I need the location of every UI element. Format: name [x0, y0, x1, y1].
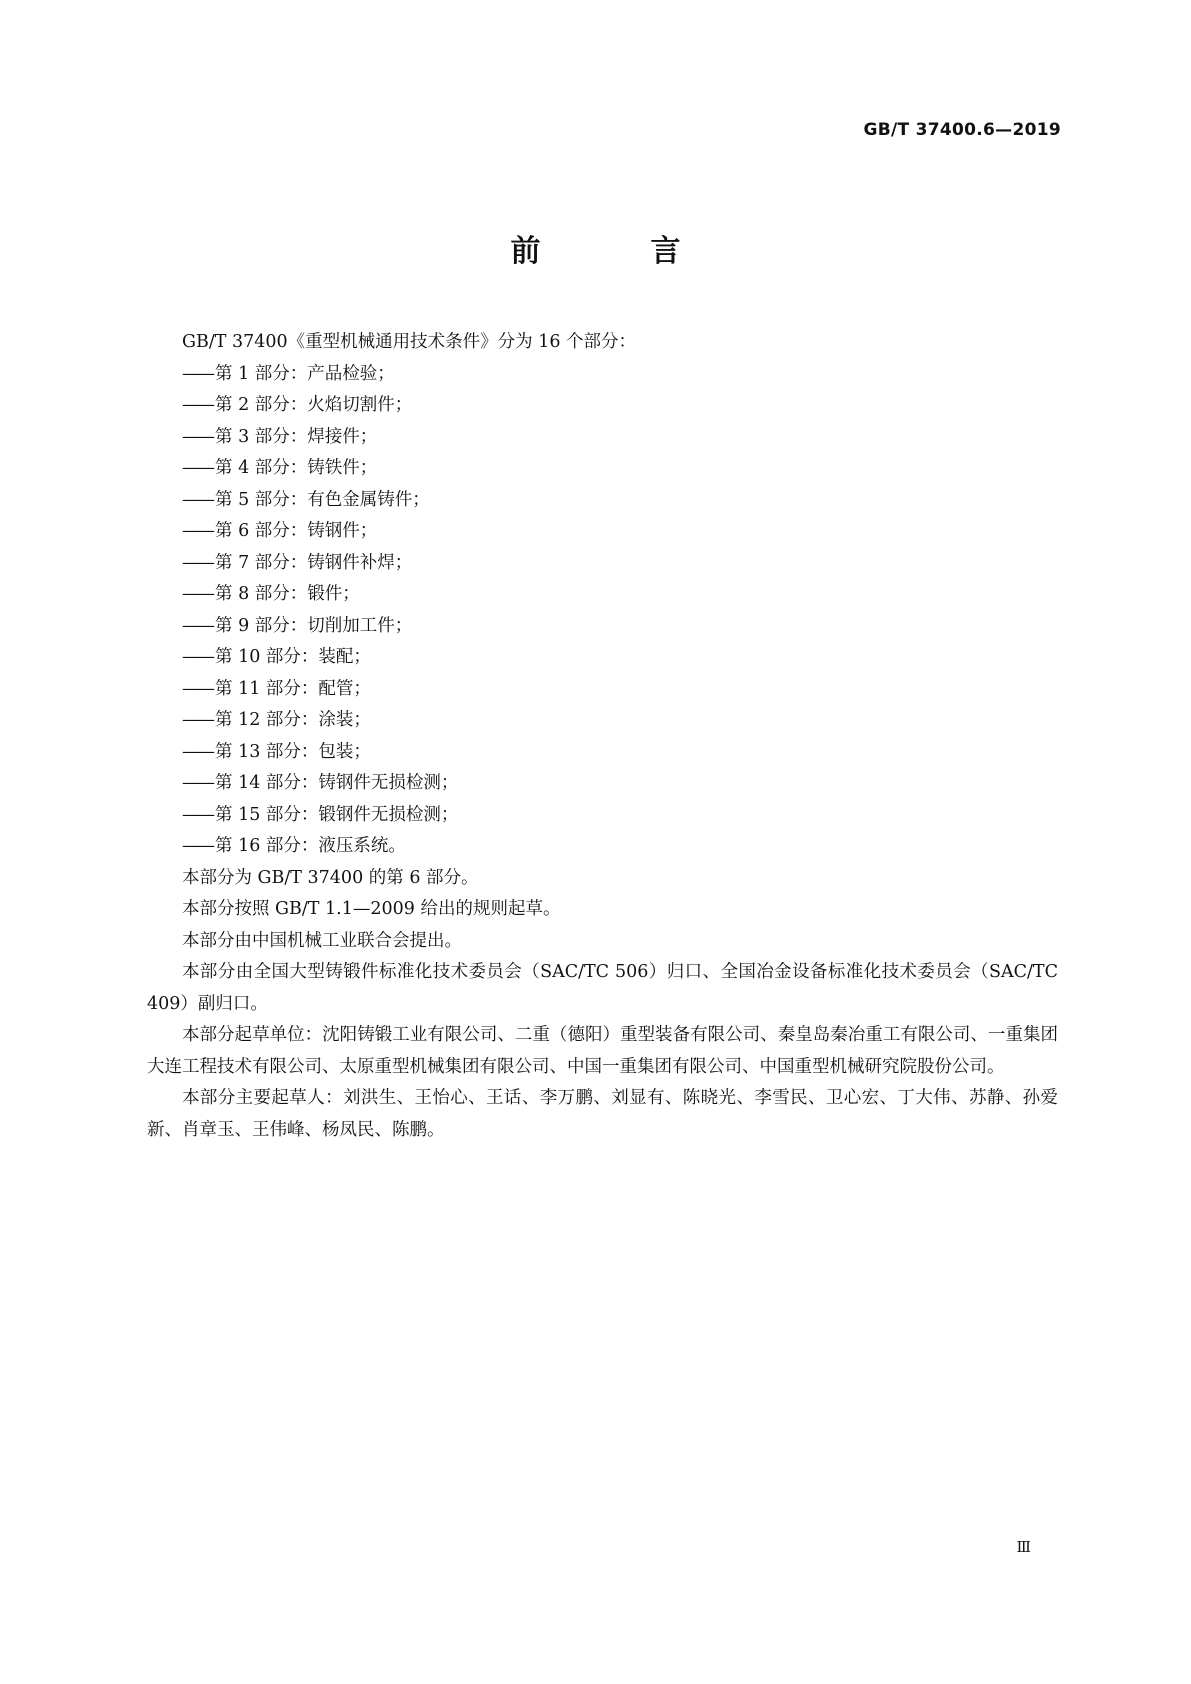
list-dash: ——	[182, 363, 213, 384]
list-item	[147, 516, 1058, 548]
main-drafters: 本部分主要起草人：刘洪生、王怡心、王话、李万鹏、刘显有、陈晓光、李雪民、卫心宏、丁大伟、苏静、孙爱新、肖章玉、王伟峰、杨凤民、陈鹏。	[147, 1088, 1058, 1140]
list-dash: ——	[182, 710, 213, 730]
drafting-organizations: 本部分起草单位：沈阳铸锻工业有限公司、二重（德阳）重型装备有限公司、秦皇岛秦冶重工有限公司、一重集团大连工程技术有限公司、太原重型机械集团有限公司、中国一重集团有限公司、中国重型机械研究院股份公司。	[147, 1025, 1058, 1077]
list-item-text: 第 15 部分：锻钢件无损检测；	[215, 804, 459, 825]
list-dash: ——	[182, 458, 213, 478]
list-item	[147, 705, 1058, 737]
list-dash: ——	[182, 584, 213, 604]
list-item	[147, 611, 1058, 643]
list-dash: ——	[182, 521, 213, 541]
list-item-text: 第 3 部分：焊接件；	[215, 426, 378, 447]
list-item-text: 第 13 部分：包装；	[215, 741, 371, 762]
list-item-text: 第 11 部分：配管；	[215, 678, 371, 699]
drafting-rules: 本部分按照 GB/T 1.1—2009 给出的规则起草。	[182, 899, 561, 919]
document-body	[147, 327, 1058, 1146]
list-item	[147, 390, 1058, 422]
list-item	[147, 642, 1058, 674]
list-item-text: 第 7 部分：铸钢件补焊；	[215, 552, 413, 573]
list-item	[147, 831, 1058, 863]
list-item-text: 第 5 部分：有色金属铸件；	[215, 489, 430, 510]
list-item-text: 第 2 部分：火焰切割件；	[215, 395, 413, 415]
technical-committee: 本部分由全国大型铸锻件标准化技术委员会（SAC/TC 506）归口、全国冶金设备标准化技术委员会（SAC/TC 409）副归口。	[147, 962, 1058, 1014]
proposer: 本部分由中国机械工业联合会提出。	[182, 930, 462, 951]
list-item	[147, 768, 1058, 800]
list-item-text: 第 12 部分：涂装；	[215, 710, 371, 730]
list-dash: ——	[182, 773, 213, 793]
parts-list	[147, 359, 1058, 863]
intro-paragraph: GB/T 37400《重型机械通用技术条件》分为 16 个部分：	[182, 332, 637, 352]
list-dash: ——	[182, 836, 213, 856]
list-item	[147, 800, 1058, 832]
part-statement: 本部分为 GB/T 37400 的第 6 部分。	[182, 867, 479, 888]
page-number: Ⅲ	[1016, 1538, 1031, 1556]
list-item	[147, 485, 1058, 517]
list-item	[147, 453, 1058, 485]
list-item	[147, 548, 1058, 580]
list-item-text: 第 14 部分：铸钢件无损检测；	[215, 773, 459, 793]
list-dash: ——	[182, 489, 213, 510]
list-item-text: 第 9 部分：切削加工件；	[215, 615, 413, 636]
list-item-text: 第 1 部分：产品检验；	[215, 363, 395, 384]
list-dash: ——	[182, 678, 213, 699]
list-dash: ——	[182, 395, 213, 415]
list-item-text: 第 6 部分：铸钢件；	[215, 521, 378, 541]
list-item-text: 第 16 部分：液压系统。	[215, 836, 406, 856]
list-item-text: 第 10 部分：装配；	[215, 647, 371, 667]
page-title: 前 言	[510, 234, 721, 269]
list-item	[147, 359, 1058, 391]
list-dash: ——	[182, 647, 213, 667]
list-item	[147, 674, 1058, 706]
list-dash: ——	[182, 741, 213, 762]
standard-number: GB/T 37400.6—2019	[863, 120, 1061, 140]
list-item-text: 第 4 部分：铸铁件；	[215, 458, 378, 478]
list-item-text: 第 8 部分：锻件；	[215, 584, 360, 604]
list-dash: ——	[182, 804, 213, 825]
list-dash: ——	[182, 615, 213, 636]
list-item	[147, 737, 1058, 769]
list-dash: ——	[182, 426, 213, 447]
list-item	[147, 422, 1058, 454]
list-item	[147, 579, 1058, 611]
list-dash: ——	[182, 552, 213, 573]
